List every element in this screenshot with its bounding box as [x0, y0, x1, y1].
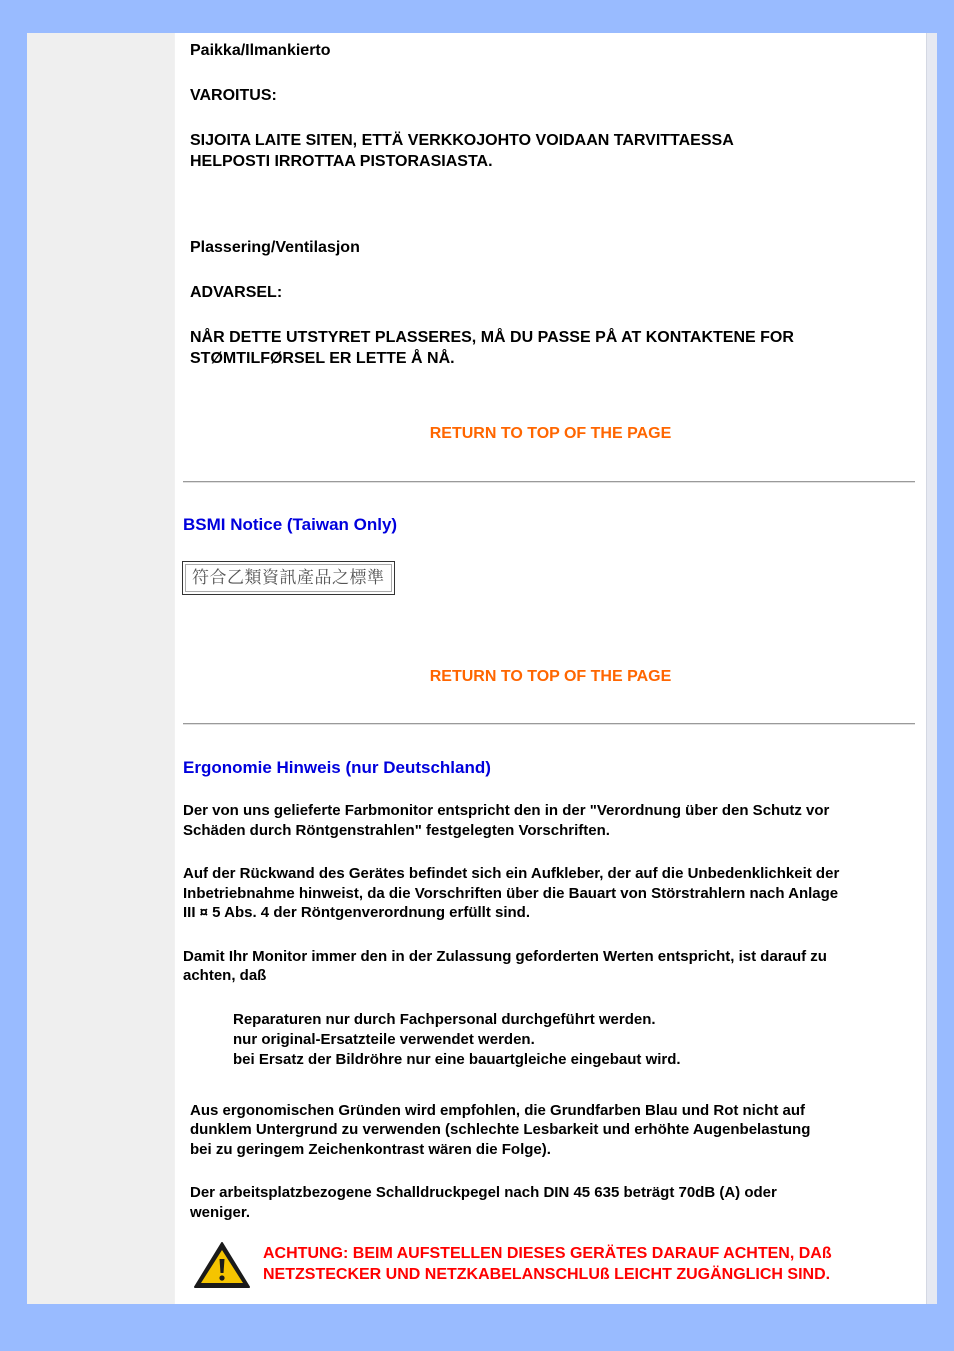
bsmi-label-text: 符合乙類資訊產品之標準 — [192, 568, 385, 588]
no-warning-label: ADVARSEL: — [190, 284, 283, 301]
caution-line-1: ACHTUNG: BEIM AUFSTELLEN DIESES GERÄTES DARAUF ACHTEN, DAß — [263, 1245, 832, 1262]
return-to-top-link[interactable]: RETURN TO TOP OF THE PAGE — [429, 425, 672, 442]
de-paragraph-3-line-2: achten, daß — [183, 967, 267, 984]
de-heading: Ergonomie Hinweis (nur Deutschland) — [183, 758, 491, 777]
de-list-item: Reparaturen nur durch Fachpersonal durchgeführt werden. — [233, 1011, 656, 1028]
de-paragraph-2-line-2: Inbetriebnahme hinweist, da die Vorschriften über die Bauart von Störstrahlern nach Anlage — [183, 885, 839, 902]
de-paragraph-2-line-1: Auf der Rückwand des Gerätes befindet sich ein Aufkleber, der auf die Unbedenklichkeit der — [183, 865, 840, 882]
right-edge-bar — [926, 33, 937, 1304]
caution-line-2: NETZSTECKER UND NETZKABELANSCHLUß LEICHT ZUGÄNGLICH SIND. — [263, 1266, 831, 1283]
left-sidebar — [27, 33, 174, 1304]
main-content — [175, 33, 926, 1304]
page-frame — [27, 33, 937, 1304]
no-warning-line-2: STØMTILFØRSEL ER LETTE Å NÅ. — [190, 350, 455, 367]
fi-warning-line-1: SIJOITA LAITE SITEN, ETTÄ VERKKOJOHTO VOIDAAN TARVITTAESSA — [190, 132, 734, 149]
de-paragraph-3-line-1: Damit Ihr Monitor immer den in der Zulassung geforderten Werten entspricht, ist darauf zu — [183, 948, 827, 965]
de-paragraph-4-line-3: bei zu geringem Zeichenkontrast wären die Folge). — [190, 1141, 551, 1158]
bsmi-label-image — [182, 561, 395, 595]
de-paragraph-1-line-2: Schäden durch Röntgenstrahlen" festgelegten Vorschriften. — [183, 822, 610, 839]
warning-triangle-icon — [192, 1240, 252, 1290]
divider — [183, 481, 915, 483]
de-list-item: bei Ersatz der Bildröhre nur eine bauartgleiche eingebaut wird. — [233, 1051, 681, 1068]
bsmi-heading: BSMI Notice (Taiwan Only) — [183, 515, 398, 534]
de-paragraph-2-line-3: III ¤ 5 Abs. 4 der Röntgenverordnung erfüllt sind. — [183, 904, 530, 921]
de-list-item: nur original-Ersatzteile verwendet werden. — [233, 1031, 535, 1048]
no-warning-line-1: NÅR DETTE UTSTYRET PLASSERES, MÅ DU PASSE PÅ AT KONTAKTENE FOR — [190, 329, 794, 346]
fi-warning-line-2: HELPOSTI IRROTTAA PISTORASIASTA. — [190, 153, 493, 170]
de-paragraph-5-line-1: Der arbeitsplatzbezogene Schalldruckpegel nach DIN 45 635 beträgt 70dB (A) oder — [190, 1184, 777, 1201]
de-paragraph-5-line-2: weniger. — [190, 1204, 251, 1221]
bsmi-label-border — [185, 564, 392, 592]
divider — [183, 723, 915, 725]
de-paragraph-4-line-1: Aus ergonomischen Gründen wird empfohlen, die Grundfarben Blau und Rot nicht auf — [190, 1102, 806, 1119]
no-heading: Plassering/Ventilasjon — [190, 239, 360, 256]
return-to-top-link[interactable]: RETURN TO TOP OF THE PAGE — [429, 668, 672, 685]
de-paragraph-1-line-1: Der von uns gelieferte Farbmonitor entspricht den in der "Verordnung über den Schutz vor — [183, 802, 830, 819]
fi-heading: Paikka/Ilmankierto — [190, 42, 331, 59]
de-paragraph-4-line-2: dunklem Untergrund zu verwenden (schlechte Lesbarkeit und erhöhte Augenbelastung — [190, 1121, 811, 1138]
fi-warning-label: VAROITUS: — [190, 87, 277, 104]
